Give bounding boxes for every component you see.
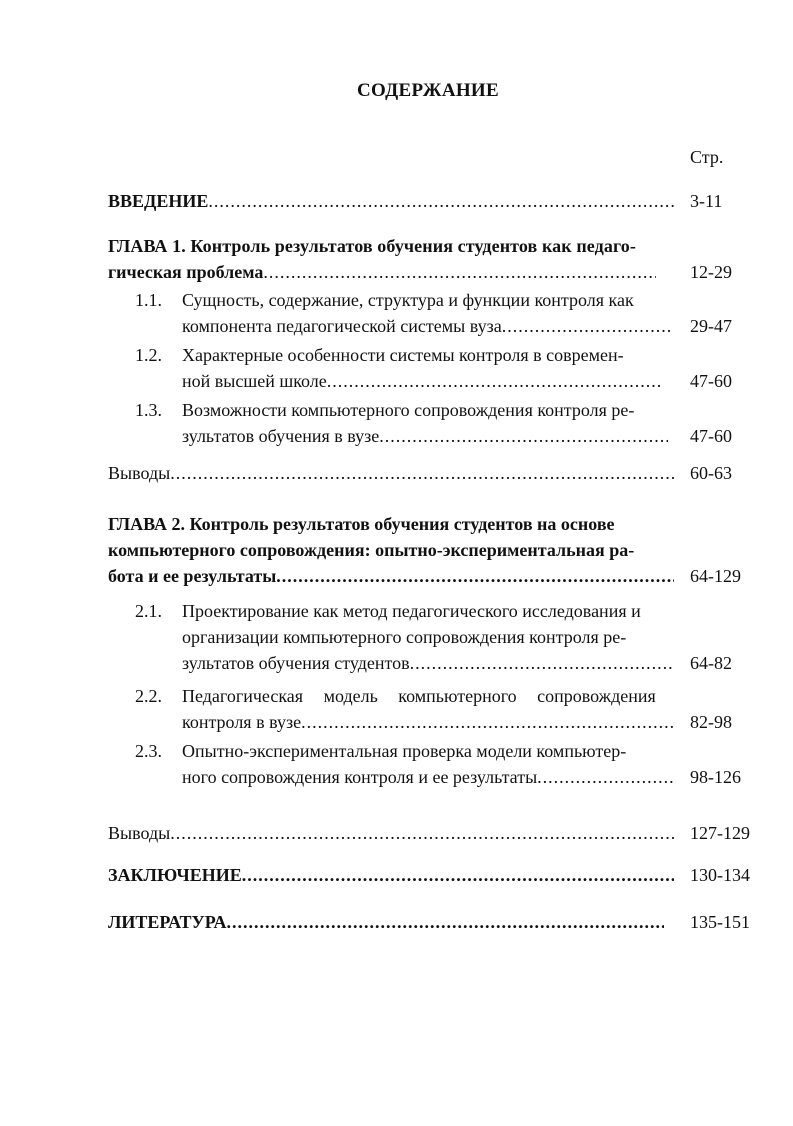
toc-entry-title: ного сопровождения контроля и ее результаты (182, 767, 538, 787)
toc-entry-title: ВВЕДЕНИЕ (108, 191, 209, 211)
toc-entry-pages: 47-60 (690, 371, 732, 391)
toc-entry-number: 1.1. (135, 290, 162, 310)
toc-entry-line: компьютерного сопровождения: опытно-экспериментальная ра- (108, 540, 635, 560)
toc-entry-title: Выводы (108, 463, 171, 483)
toc-entry-title: Выводы (108, 823, 171, 843)
toc-entry-line: Возможности компьютерного сопровождения контроля ре- (182, 400, 635, 420)
toc-entry-2-3 (182, 738, 674, 787)
dot-leader (301, 709, 674, 735)
dot-leader (170, 460, 674, 486)
dot-leader (208, 188, 674, 214)
toc-entry-pages: 64-82 (690, 653, 732, 673)
toc-entry-title: зультатов обучения студентов (182, 653, 410, 673)
toc-entry-pages: 29-47 (690, 316, 732, 336)
toc-entry-pages: 98-126 (690, 767, 741, 787)
toc-entry-pages: 64-129 (690, 566, 741, 586)
toc-entry-pages: 130-134 (690, 865, 750, 885)
pages-column-header: Стр. (690, 147, 724, 167)
toc-entry-title: бота и ее результаты (108, 566, 277, 586)
dot-leader (263, 259, 656, 285)
toc-entry-line: ГЛАВА 2. Контроль результатов обучения студентов на основе (108, 514, 615, 534)
toc-entry-line: Опытно-экспериментальная проверка модели компьютер- (182, 741, 627, 761)
dot-leader (226, 909, 664, 935)
dot-leader (502, 313, 672, 339)
dot-leader (276, 563, 674, 589)
toc-entry-pages: 135-151 (690, 912, 750, 932)
toc-entry-title: ной высшей школе (182, 371, 327, 391)
toc-entry-chapter-2 (108, 511, 674, 586)
dot-leader (327, 368, 662, 394)
toc-entry-title: ЛИТЕРАТУРА (108, 912, 227, 932)
dot-leader (379, 423, 668, 449)
toc-entry-pages: 47-60 (690, 426, 732, 446)
toc-entry-chapter-1 (108, 233, 674, 282)
toc-entry-pages: 60-63 (690, 463, 732, 483)
toc-entry-title: зультатов обучения в вузе (182, 426, 380, 446)
toc-entry-line: Проектирование как метод педагогического исследования и (182, 601, 641, 621)
page-title: СОДЕРЖАНИЕ (357, 80, 499, 101)
dot-leader (410, 650, 674, 676)
toc-entry-line: организации компьютерного сопровождения контроля ре- (182, 627, 627, 647)
toc-entry-title: контроля в вузе (182, 712, 302, 732)
dot-leader (242, 862, 674, 888)
toc-entry-title: ЗАКЛЮЧЕНИЕ (108, 865, 242, 885)
toc-entry-1-2 (182, 342, 674, 391)
toc-entry-1-1 (182, 287, 674, 336)
dot-leader (537, 764, 674, 790)
toc-entry-title: гическая проблема (108, 262, 264, 282)
toc-entry-line: ГЛАВА 1. Контроль результатов обучения студентов как педаго- (108, 236, 636, 256)
toc-entry-number: 1.2. (135, 345, 162, 365)
toc-entry-line: Сущность, содержание, структура и функции контроля как (182, 290, 634, 310)
toc-entry-pages: 12-29 (690, 262, 732, 282)
toc-entry-number: 2.2. (135, 686, 162, 706)
toc-entry-pages: 3-11 (690, 191, 723, 211)
toc-entry-pages: 127-129 (690, 823, 750, 843)
toc-entry-2-1 (182, 598, 674, 673)
toc-entry-line: Характерные особенности системы контроля в современ- (182, 345, 624, 365)
toc-entry-number: 2.3. (135, 741, 162, 761)
dot-leader (170, 820, 674, 846)
toc-entry-line: Педагогическая модель компьютерного сопровождения (182, 686, 656, 706)
toc-entry-title: компонента педагогической системы вуза (182, 316, 502, 336)
toc-entry-number: 2.1. (135, 601, 162, 621)
toc-entry-2-2 (182, 683, 674, 732)
toc-entry-pages: 82-98 (690, 712, 732, 732)
toc-entry-1-3 (182, 397, 674, 446)
toc-entry-number: 1.3. (135, 400, 162, 420)
